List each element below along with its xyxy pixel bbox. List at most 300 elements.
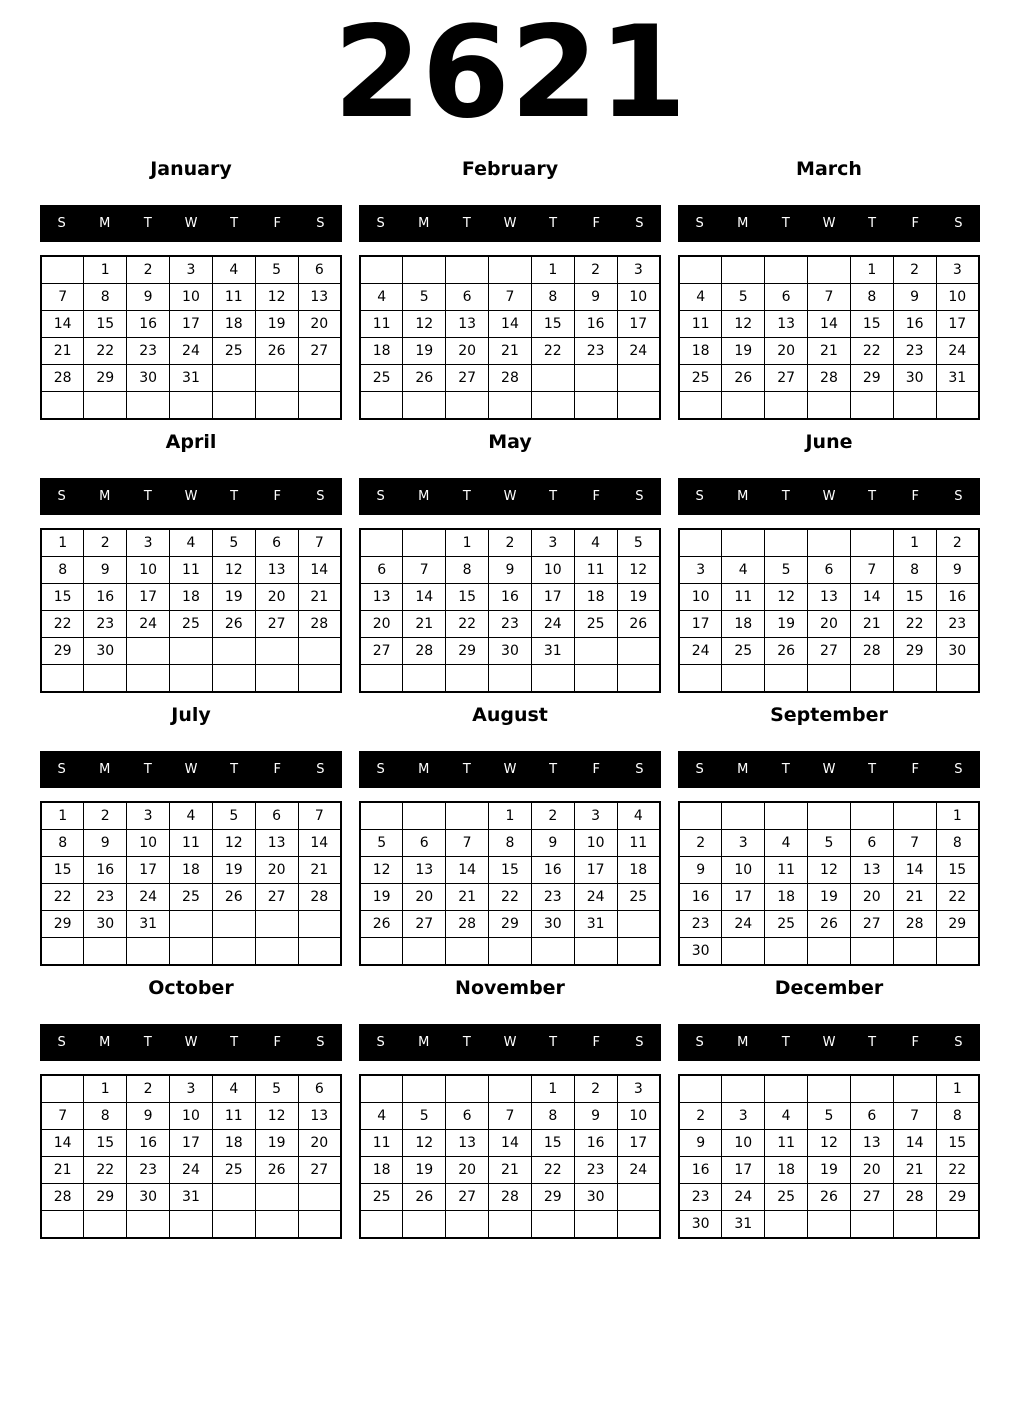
empty-day-cell: [617, 638, 660, 665]
day-cell: 4: [765, 830, 808, 857]
empty-day-cell: [212, 911, 255, 938]
week-row: [679, 1157, 979, 1184]
day-cell: 9: [127, 1103, 170, 1130]
day-cell: 2: [936, 529, 979, 557]
day-cell: 28: [403, 638, 446, 665]
empty-day-cell: [808, 1075, 851, 1103]
day-cell: 4: [617, 802, 660, 830]
empty-day-cell: [679, 802, 722, 830]
day-cell: 9: [531, 830, 574, 857]
day-cell: 24: [170, 338, 213, 365]
day-cell: 9: [679, 1130, 722, 1157]
day-cell: 3: [722, 1103, 765, 1130]
day-cell: 17: [574, 857, 617, 884]
empty-day-cell: [298, 938, 341, 966]
day-cell: 17: [722, 1157, 765, 1184]
week-row: [679, 529, 979, 557]
day-cell: 22: [936, 884, 979, 911]
day-cell: 5: [808, 830, 851, 857]
day-cell: 5: [765, 557, 808, 584]
weekday-header-cell: S: [635, 762, 644, 777]
day-cell: 27: [446, 1184, 489, 1211]
empty-day-cell: [679, 529, 722, 557]
week-row: [360, 392, 660, 420]
empty-day-cell: [850, 938, 893, 966]
day-cell: 14: [893, 857, 936, 884]
day-cell: 15: [850, 311, 893, 338]
weekday-header-cell: F: [911, 1035, 920, 1050]
empty-day-cell: [360, 938, 403, 966]
day-cell: 23: [679, 911, 722, 938]
day-cell: 13: [446, 1130, 489, 1157]
weekday-header-cell: M: [418, 489, 430, 504]
week-row: [41, 611, 341, 638]
day-cell: 4: [722, 557, 765, 584]
day-cell: 11: [170, 557, 213, 584]
day-cell: 17: [617, 1130, 660, 1157]
weekday-header-cell: W: [822, 216, 836, 231]
day-cell: 18: [679, 338, 722, 365]
day-cell: 5: [212, 802, 255, 830]
weekday-header-cell: T: [462, 762, 471, 777]
day-cell: 18: [170, 584, 213, 611]
day-cell: 17: [722, 884, 765, 911]
weekday-header-cell: W: [503, 489, 517, 504]
weekday-header-row: [359, 751, 661, 788]
month-november: [359, 974, 661, 1239]
day-cell: 27: [446, 365, 489, 392]
day-cell: 18: [170, 857, 213, 884]
day-cell: 9: [489, 557, 532, 584]
day-cell: 2: [679, 830, 722, 857]
day-cell: 27: [765, 365, 808, 392]
empty-day-cell: [298, 1211, 341, 1239]
day-cell: 16: [127, 311, 170, 338]
weekday-header-cell: M: [99, 762, 111, 777]
week-row: [679, 638, 979, 665]
day-cell: 8: [531, 284, 574, 311]
week-row: [41, 365, 341, 392]
day-cell: 7: [403, 557, 446, 584]
month-title: October: [148, 977, 234, 999]
day-cell: 11: [765, 857, 808, 884]
day-cell: 26: [212, 884, 255, 911]
weekday-header-row: [40, 751, 342, 788]
weekday-header-cell: M: [418, 1035, 430, 1050]
weekday-header-row: [359, 1024, 661, 1061]
week-row: [360, 611, 660, 638]
day-cell: 27: [255, 884, 298, 911]
day-cell: 20: [403, 884, 446, 911]
day-cell: 30: [679, 1211, 722, 1239]
week-row: [360, 311, 660, 338]
day-cell: 18: [765, 884, 808, 911]
day-cell: 4: [360, 284, 403, 311]
week-row: [679, 884, 979, 911]
day-grid: [678, 528, 980, 693]
empty-day-cell: [936, 392, 979, 420]
day-cell: 26: [255, 1157, 298, 1184]
empty-day-cell: [170, 1211, 213, 1239]
weekday-header-cell: F: [273, 762, 282, 777]
day-cell: 12: [403, 311, 446, 338]
weekday-header-cell: T: [549, 216, 558, 231]
empty-day-cell: [360, 256, 403, 284]
empty-day-cell: [212, 365, 255, 392]
day-cell: 7: [850, 557, 893, 584]
day-cell: 22: [446, 611, 489, 638]
empty-day-cell: [403, 392, 446, 420]
day-cell: 25: [212, 1157, 255, 1184]
day-cell: 26: [403, 365, 446, 392]
day-cell: 13: [255, 557, 298, 584]
day-cell: 13: [403, 857, 446, 884]
day-cell: 4: [170, 529, 213, 557]
day-cell: 5: [403, 1103, 446, 1130]
day-cell: 11: [574, 557, 617, 584]
day-grid: [678, 1074, 980, 1239]
weekday-header-cell: W: [503, 216, 517, 231]
day-cell: 19: [722, 338, 765, 365]
day-cell: 1: [84, 256, 127, 284]
day-cell: 4: [679, 284, 722, 311]
day-cell: 30: [893, 365, 936, 392]
day-cell: 19: [212, 857, 255, 884]
day-cell: 5: [255, 1075, 298, 1103]
week-row: [360, 1075, 660, 1103]
weekday-header-cell: T: [462, 1035, 471, 1050]
week-row: [360, 665, 660, 693]
month-title: September: [770, 704, 888, 726]
day-cell: 19: [403, 1157, 446, 1184]
day-cell: 23: [84, 611, 127, 638]
empty-day-cell: [808, 392, 851, 420]
day-cell: 8: [41, 557, 84, 584]
empty-day-cell: [893, 938, 936, 966]
day-cell: 3: [170, 1075, 213, 1103]
day-cell: 4: [212, 256, 255, 284]
empty-day-cell: [617, 392, 660, 420]
weekday-header-cell: F: [911, 489, 920, 504]
weekday-header-cell: M: [418, 216, 430, 231]
day-cell: 9: [893, 284, 936, 311]
day-cell: 29: [41, 911, 84, 938]
day-cell: 11: [212, 284, 255, 311]
day-cell: 13: [850, 857, 893, 884]
day-cell: 10: [127, 830, 170, 857]
day-cell: 17: [127, 584, 170, 611]
day-cell: 7: [41, 284, 84, 311]
day-cell: 7: [41, 1103, 84, 1130]
day-cell: 9: [936, 557, 979, 584]
week-row: [360, 802, 660, 830]
day-cell: 4: [765, 1103, 808, 1130]
month-january: [40, 155, 342, 420]
day-cell: 26: [765, 638, 808, 665]
week-row: [679, 830, 979, 857]
day-cell: 19: [808, 1157, 851, 1184]
day-cell: 4: [574, 529, 617, 557]
week-row: [360, 830, 660, 857]
empty-day-cell: [531, 392, 574, 420]
day-cell: 5: [212, 529, 255, 557]
empty-day-cell: [808, 665, 851, 693]
empty-day-cell: [212, 665, 255, 693]
day-cell: 5: [617, 529, 660, 557]
day-cell: 29: [936, 1184, 979, 1211]
weekday-header-cell: S: [954, 489, 963, 504]
week-row: [360, 557, 660, 584]
day-cell: 6: [808, 557, 851, 584]
calendar-months-grid: [0, 145, 1020, 1239]
day-cell: 29: [531, 1184, 574, 1211]
month-september: [678, 701, 980, 966]
week-row: [360, 911, 660, 938]
week-row: [679, 338, 979, 365]
day-cell: 31: [574, 911, 617, 938]
day-cell: 14: [893, 1130, 936, 1157]
weekday-header-cell: M: [418, 762, 430, 777]
weekday-header-row: [40, 205, 342, 242]
empty-day-cell: [127, 665, 170, 693]
day-cell: 25: [360, 365, 403, 392]
day-cell: 19: [808, 884, 851, 911]
day-cell: 11: [765, 1130, 808, 1157]
day-cell: 1: [489, 802, 532, 830]
day-cell: 28: [893, 1184, 936, 1211]
day-cell: 18: [617, 857, 660, 884]
day-cell: 16: [679, 1157, 722, 1184]
day-cell: 6: [850, 830, 893, 857]
day-cell: 20: [446, 1157, 489, 1184]
day-cell: 1: [531, 256, 574, 284]
day-cell: 13: [446, 311, 489, 338]
day-cell: 15: [84, 311, 127, 338]
day-cell: 16: [893, 311, 936, 338]
day-cell: 28: [41, 365, 84, 392]
week-row: [41, 884, 341, 911]
weekday-header-cell: S: [635, 1035, 644, 1050]
day-cell: 21: [446, 884, 489, 911]
weekday-header-cell: M: [99, 216, 111, 231]
empty-day-cell: [722, 392, 765, 420]
day-cell: 31: [170, 365, 213, 392]
day-cell: 20: [446, 338, 489, 365]
month-may: [359, 428, 661, 693]
weekday-header-cell: S: [954, 216, 963, 231]
day-cell: 3: [722, 830, 765, 857]
day-cell: 23: [574, 1157, 617, 1184]
month-august: [359, 701, 661, 966]
weekday-header-cell: T: [781, 1035, 790, 1050]
empty-day-cell: [531, 665, 574, 693]
day-cell: 24: [617, 338, 660, 365]
weekday-header-cell: F: [911, 762, 920, 777]
day-cell: 27: [360, 638, 403, 665]
day-cell: 26: [808, 1184, 851, 1211]
day-cell: 28: [893, 911, 936, 938]
day-cell: 3: [679, 557, 722, 584]
day-cell: 28: [489, 365, 532, 392]
weekday-header-cell: W: [184, 489, 198, 504]
weekday-header-cell: T: [781, 762, 790, 777]
week-row: [360, 584, 660, 611]
empty-day-cell: [531, 1211, 574, 1239]
day-cell: 6: [360, 557, 403, 584]
weekday-header-cell: S: [695, 762, 704, 777]
week-row: [360, 338, 660, 365]
empty-day-cell: [360, 1075, 403, 1103]
empty-day-cell: [574, 665, 617, 693]
empty-day-cell: [850, 1075, 893, 1103]
week-row: [679, 311, 979, 338]
empty-day-cell: [893, 665, 936, 693]
empty-day-cell: [531, 938, 574, 966]
day-cell: 5: [403, 284, 446, 311]
week-row: [679, 284, 979, 311]
day-cell: 30: [84, 911, 127, 938]
day-cell: 27: [850, 911, 893, 938]
empty-day-cell: [893, 1075, 936, 1103]
empty-day-cell: [850, 529, 893, 557]
day-cell: 23: [936, 611, 979, 638]
day-cell: 29: [936, 911, 979, 938]
day-cell: 8: [936, 1103, 979, 1130]
day-cell: 14: [489, 1130, 532, 1157]
day-cell: 25: [765, 1184, 808, 1211]
empty-day-cell: [255, 911, 298, 938]
empty-day-cell: [212, 638, 255, 665]
month-december: [678, 974, 980, 1239]
day-cell: 21: [489, 1157, 532, 1184]
day-cell: 14: [298, 557, 341, 584]
empty-day-cell: [255, 365, 298, 392]
empty-day-cell: [41, 1211, 84, 1239]
day-cell: 2: [679, 1103, 722, 1130]
empty-day-cell: [679, 392, 722, 420]
empty-day-cell: [489, 938, 532, 966]
day-cell: 11: [360, 1130, 403, 1157]
day-cell: 10: [170, 284, 213, 311]
empty-day-cell: [722, 529, 765, 557]
day-cell: 12: [765, 584, 808, 611]
day-cell: 23: [574, 338, 617, 365]
day-cell: 9: [574, 1103, 617, 1130]
weekday-header-row: [678, 751, 980, 788]
day-cell: 15: [84, 1130, 127, 1157]
weekday-header-cell: M: [737, 1035, 749, 1050]
week-row: [679, 938, 979, 966]
empty-day-cell: [531, 365, 574, 392]
day-cell: 8: [850, 284, 893, 311]
day-cell: 16: [531, 857, 574, 884]
day-cell: 29: [489, 911, 532, 938]
week-row: [679, 256, 979, 284]
day-cell: 17: [170, 1130, 213, 1157]
day-cell: 18: [765, 1157, 808, 1184]
empty-day-cell: [893, 392, 936, 420]
day-cell: 7: [298, 529, 341, 557]
day-cell: 21: [808, 338, 851, 365]
day-grid: [359, 801, 661, 966]
weekday-header-cell: S: [57, 489, 66, 504]
day-cell: 20: [298, 311, 341, 338]
empty-day-cell: [574, 938, 617, 966]
week-row: [679, 1184, 979, 1211]
weekday-header-cell: S: [695, 216, 704, 231]
day-grid: [359, 255, 661, 420]
week-row: [41, 665, 341, 693]
empty-day-cell: [255, 638, 298, 665]
week-row: [360, 857, 660, 884]
day-cell: 13: [360, 584, 403, 611]
day-grid: [40, 528, 342, 693]
day-cell: 10: [617, 1103, 660, 1130]
day-cell: 19: [617, 584, 660, 611]
week-row: [679, 665, 979, 693]
day-cell: 12: [617, 557, 660, 584]
week-row: [41, 1211, 341, 1239]
day-cell: 25: [574, 611, 617, 638]
day-cell: 12: [360, 857, 403, 884]
day-cell: 16: [127, 1130, 170, 1157]
day-cell: 2: [531, 802, 574, 830]
week-row: [41, 311, 341, 338]
day-cell: 9: [84, 830, 127, 857]
empty-day-cell: [360, 665, 403, 693]
day-cell: 12: [808, 857, 851, 884]
empty-day-cell: [41, 256, 84, 284]
day-cell: 24: [531, 611, 574, 638]
day-cell: 16: [84, 857, 127, 884]
weekday-header-cell: T: [143, 762, 152, 777]
weekday-header-cell: T: [230, 489, 239, 504]
day-cell: 27: [808, 638, 851, 665]
day-cell: 20: [255, 584, 298, 611]
day-cell: 19: [403, 338, 446, 365]
day-cell: 8: [84, 284, 127, 311]
empty-day-cell: [170, 638, 213, 665]
day-cell: 30: [574, 1184, 617, 1211]
month-title: January: [150, 158, 232, 180]
empty-day-cell: [765, 938, 808, 966]
day-cell: 24: [936, 338, 979, 365]
empty-day-cell: [446, 1211, 489, 1239]
day-cell: 31: [722, 1211, 765, 1239]
empty-day-cell: [403, 529, 446, 557]
day-cell: 8: [531, 1103, 574, 1130]
week-row: [41, 557, 341, 584]
day-cell: 20: [850, 1157, 893, 1184]
day-cell: 16: [679, 884, 722, 911]
day-cell: 21: [41, 338, 84, 365]
day-cell: 26: [255, 338, 298, 365]
week-row: [679, 365, 979, 392]
day-cell: 11: [679, 311, 722, 338]
day-cell: 25: [170, 611, 213, 638]
day-cell: 1: [446, 529, 489, 557]
week-row: [360, 938, 660, 966]
day-cell: 23: [84, 884, 127, 911]
empty-day-cell: [446, 1075, 489, 1103]
day-cell: 18: [212, 1130, 255, 1157]
empty-day-cell: [489, 1075, 532, 1103]
empty-day-cell: [808, 938, 851, 966]
week-row: [679, 1075, 979, 1103]
empty-day-cell: [212, 1211, 255, 1239]
empty-day-cell: [298, 638, 341, 665]
day-cell: 22: [84, 1157, 127, 1184]
